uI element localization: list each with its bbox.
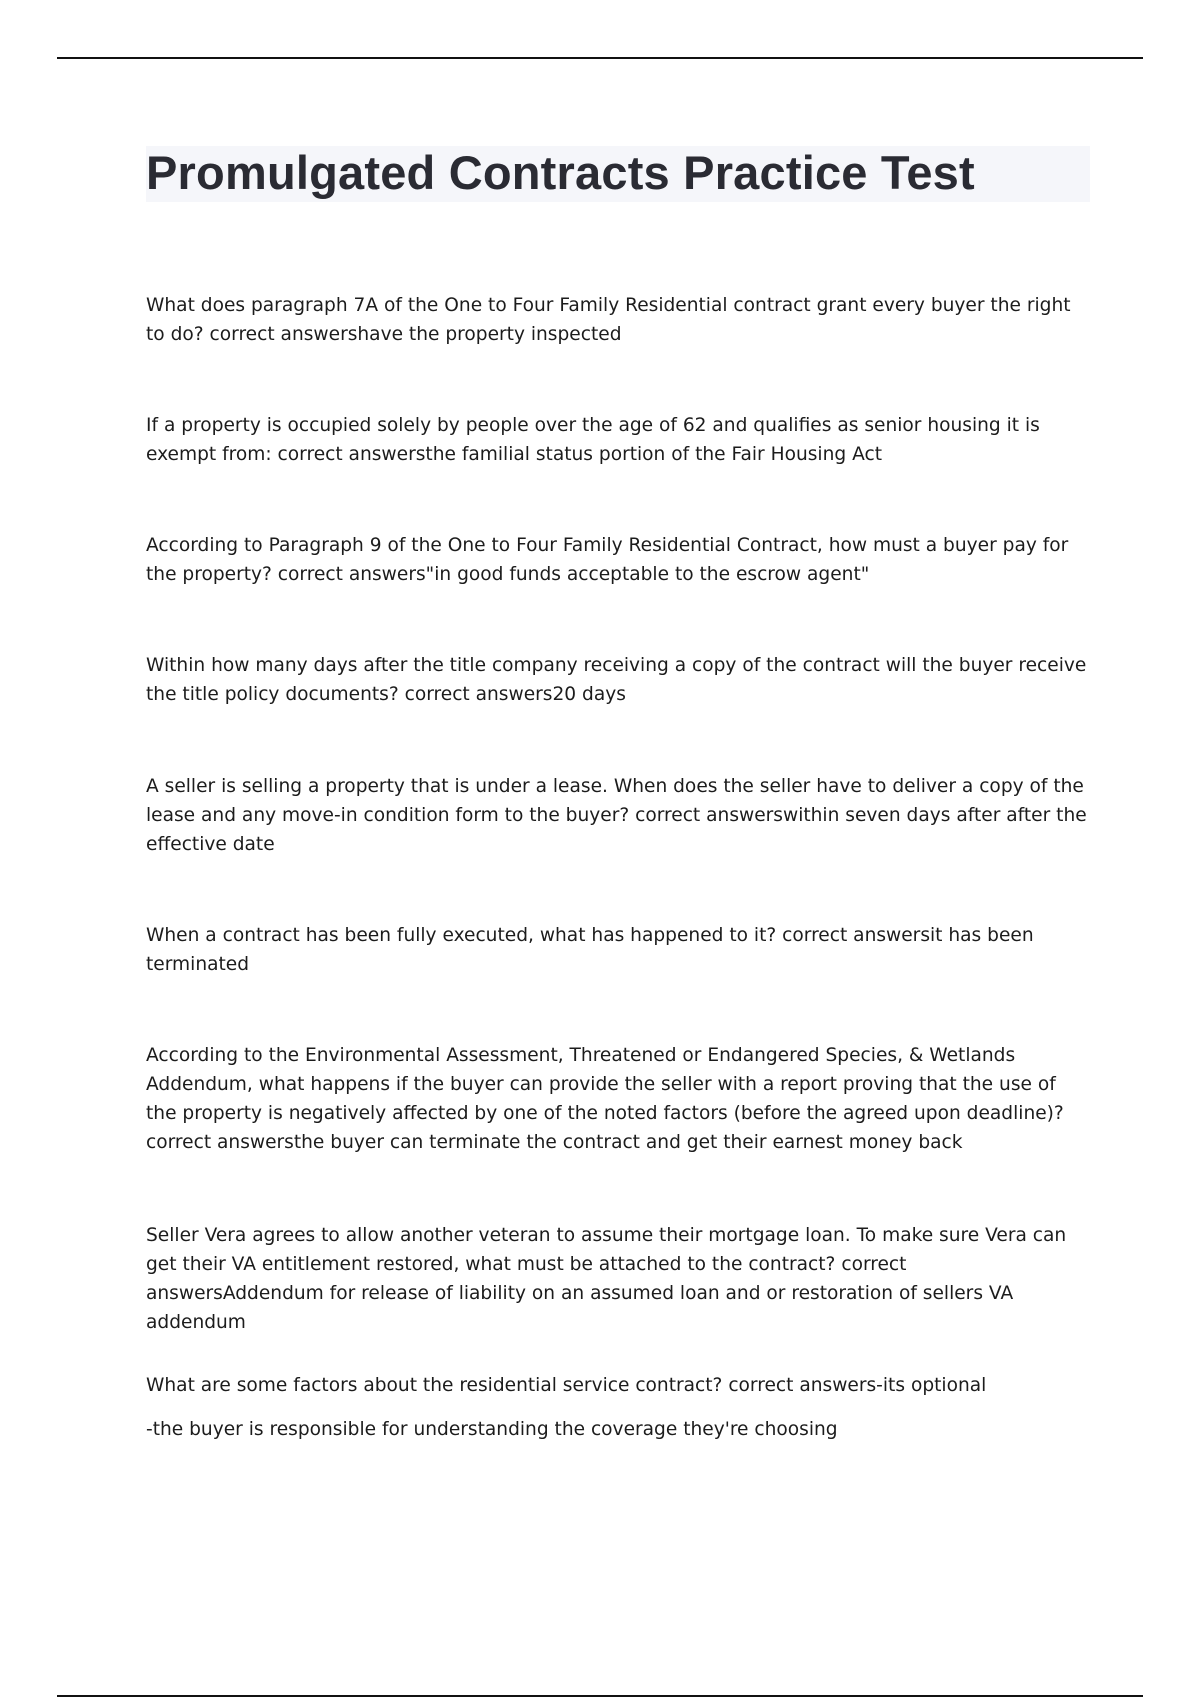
question-answer-7: According to the Environmental Assessment, Threatened or Endangered Species, & Wetlands Addendum, what happens if the buyer can provide the seller with a report proving that the use of the property is negatively affected by one of the noted factors (before the agreed upon deadline)? correct answersthe buyer can terminate the contract and get their earnest money back (146, 1045, 1064, 1153)
answer-continuation: -the buyer is responsible for understanding the coverage they're choosing (146, 1419, 838, 1440)
question-answer-2: If a property is occupied solely by people over the age of 62 and qualifies as senior housing it is exempt from: correct answersthe familial status portion of the Fair Housing Act (146, 415, 1040, 465)
question-answer-8: Seller Vera agrees to allow another veteran to assume their mortgage loan. To make sure Vera can get their VA entitlement restored, what must be attached to the contract? correct answersAddendum for release of liability on an assumed loan and or restoration of sellers VA addendum (146, 1225, 1067, 1333)
question-answer-4: Within how many days after the title company receiving a copy of the contract will the buyer receive the title policy documents? correct answers20 days (146, 655, 1087, 705)
question-answer-9: What are some factors about the residential service contract? correct answers-its optional (146, 1375, 987, 1396)
page-title: Promulgated Contracts Practice Test (146, 146, 975, 199)
question-answer-3: According to Paragraph 9 of the One to Four Family Residential Contract, how must a buyer pay for the property? correct answers"in good funds acceptable to the escrow agent" (146, 535, 1069, 585)
question-answer-6: When a contract has been fully executed, what has happened to it? correct answersit has been terminated (146, 925, 1034, 975)
question-answer-1: What does paragraph 7A of the One to Four Family Residential contract grant every buyer the right to do? correct answershave the property inspected (146, 295, 1071, 345)
footer-rule (57, 1695, 1143, 1697)
question-answer-5: A seller is selling a property that is under a lease. When does the seller have to deliver a copy of the lease and any move-in condition form to the buyer? correct answerswithin seven days after after the effective date (146, 776, 1087, 855)
header-rule (57, 57, 1143, 59)
